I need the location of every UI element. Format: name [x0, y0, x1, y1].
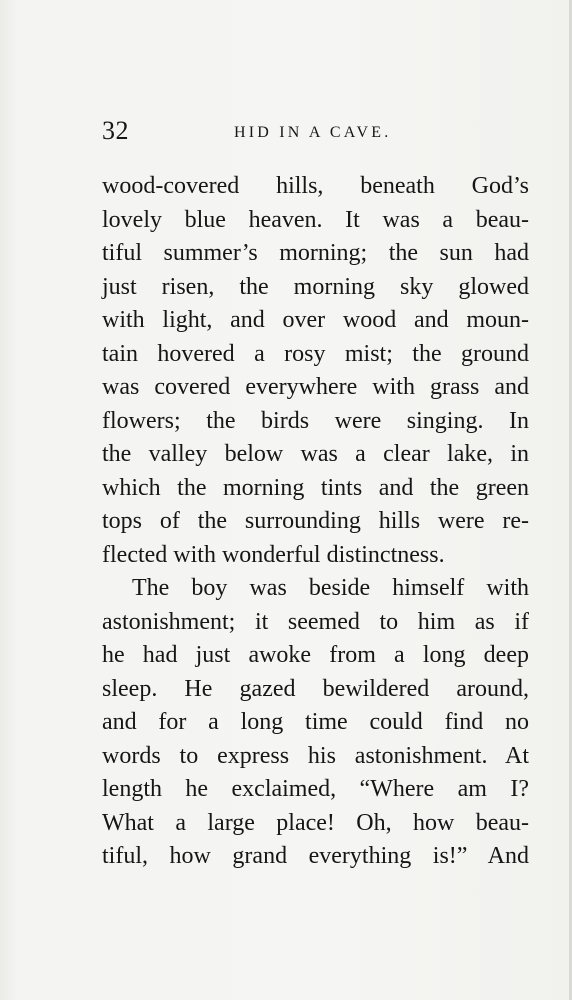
- text-line: the valley below was a clear lake, in: [102, 441, 529, 467]
- body-text: [102, 170, 529, 874]
- text-line: tain hovered a rosy mist; the ground: [102, 340, 529, 367]
- text-line: wood-covered hills, beneath God’s: [102, 173, 529, 199]
- text-line: flowers; the birds were singing. In: [102, 407, 529, 434]
- text-line: tiful, how grand everything is!” And: [102, 843, 529, 869]
- running-head: [102, 116, 530, 156]
- text-line: astonishment; it seemed to him as if: [102, 608, 529, 635]
- paragraph-end-line: flected with wonderful distinctness.: [102, 541, 445, 568]
- text-line: with light, and over wood and moun-: [102, 307, 529, 333]
- text-line: was covered everywhere with grass and: [102, 374, 529, 400]
- text-line: which the morning tints and the green: [102, 474, 529, 501]
- text-line: words to express his astonishment. At: [102, 742, 529, 769]
- text-line: length he exclaimed, “Where am I?: [102, 776, 529, 802]
- text-line: just risen, the morning sky glowed: [102, 273, 529, 300]
- page-number: 32: [102, 116, 129, 145]
- text-line: tiful summer’s morning; the sun had: [102, 240, 529, 266]
- running-title: HID IN A CAVE.: [234, 124, 392, 141]
- text-line: and for a long time could find no: [102, 709, 529, 735]
- text-line: tops of the surrounding hills were re-: [102, 508, 529, 534]
- text-line: sleep. He gazed bewildered around,: [102, 675, 529, 702]
- paragraph-start-line: The boy was beside himself with: [132, 575, 529, 601]
- text-line: What a large place! Oh, how beau-: [102, 809, 529, 836]
- text-line: he had just awoke from a long deep: [102, 642, 529, 668]
- text-line: lovely blue heaven. It was a beau-: [102, 206, 529, 233]
